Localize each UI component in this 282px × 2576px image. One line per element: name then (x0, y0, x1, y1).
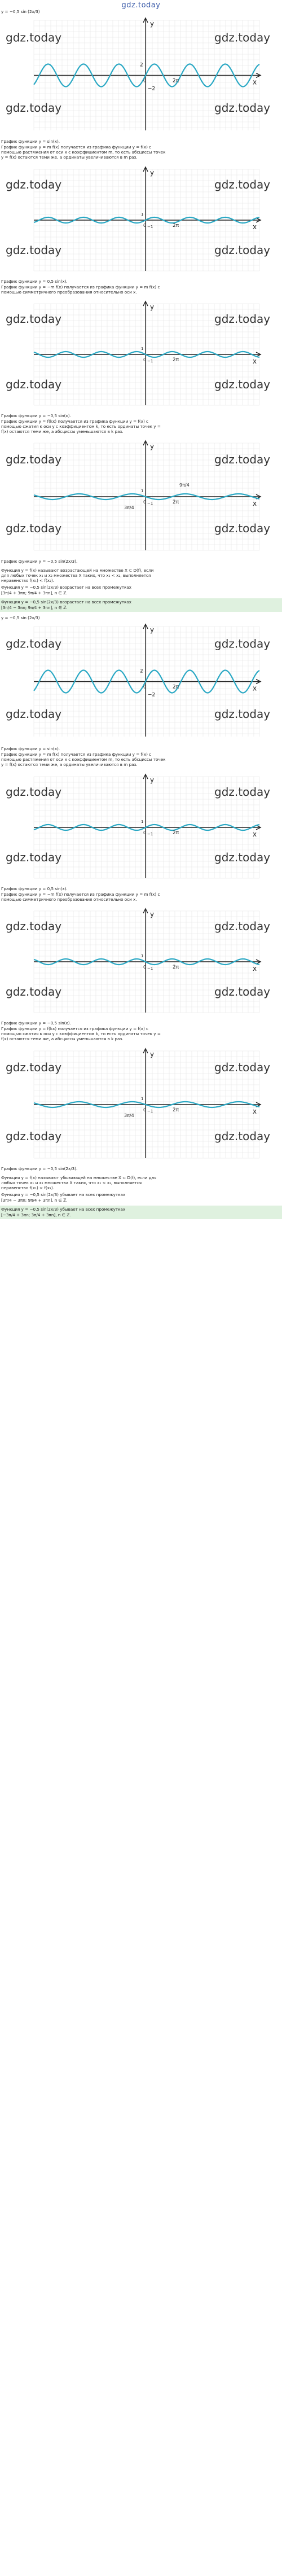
watermark: gdz.today (6, 178, 62, 191)
graph-final (0, 1045, 282, 1164)
text-line: помощью растяжения от оси x с коэффициентом m, то есть абсциссы точек (1, 757, 166, 762)
origin-label: 0 (143, 500, 147, 505)
graph-sin (0, 15, 282, 136)
caption: График функции y = −0,5 sin(2x/3). (1, 1166, 78, 1171)
tick-label: 2π (173, 1107, 179, 1113)
graph-sin (0, 621, 282, 742)
origin-label: 0 (143, 965, 147, 970)
tick-label: −1 (147, 501, 153, 506)
watermark: gdz.today (6, 1061, 62, 1075)
answer-highlight (0, 1206, 282, 1219)
tick-label: −1 (147, 359, 153, 363)
definition-line: Функция y = f(x) называют возрастающей на множестве X ⊂ D(f), если (1, 568, 154, 573)
origin-label: 0 (143, 357, 147, 362)
watermark: gdz.today (214, 178, 271, 191)
tick-label: 3π/4 (124, 505, 134, 510)
x-axis-label: x (253, 1107, 257, 1115)
result-intro: Функция y = −0,5 sin(2x/3) возрастает на всех промежутках (1, 585, 132, 590)
caption: График функции y = −0,5 sin(x). (1, 413, 71, 418)
watermark: gdz.today (6, 101, 62, 115)
y-axis-label: y (150, 626, 155, 634)
text-line: f(x) остаются теми же, а абсциссы уменьшаются в k раз. (1, 1036, 124, 1041)
watermark: gdz.today (214, 522, 271, 535)
text-line: y = f(x) остаются теми же, а ординаты увеличиваются в m раз. (1, 762, 138, 767)
tick-label: 2π (173, 223, 179, 229)
caption: График функции y = 0,5 sin(x). (1, 279, 68, 284)
origin-label: 0 (143, 1107, 147, 1112)
caption: График функции y = 0,5 sin(x). (1, 886, 68, 891)
tick-label: −1 (147, 225, 153, 229)
text-line: График функции y = −m f(x) получается из графика функции y = m f(x) с (1, 284, 160, 290)
text-line: График функции y = f(kx) получается из графика функции y = f(x) с (1, 1026, 148, 1031)
x-axis-label: x (253, 223, 257, 231)
watermark: gdz.today (214, 637, 271, 651)
watermark: gdz.today (6, 851, 62, 864)
watermark: gdz.today (6, 1129, 62, 1143)
text-line: помощью симметричного преобразования относительно оси x. (1, 290, 137, 295)
watermark: gdz.today (214, 985, 271, 998)
origin-label: 0 (143, 223, 147, 228)
tick-label: −1 (147, 966, 153, 971)
tick-label: 1 (141, 212, 144, 217)
tick-label: −2 (148, 692, 156, 698)
tick-label: 1 (141, 347, 144, 351)
tick-label: 2 (140, 668, 143, 674)
tick-label: 1 (141, 954, 144, 958)
problem-title: y = −0,5 sin (2x/3) (1, 615, 40, 620)
tick-label: 2 (140, 62, 143, 68)
result-interval: [3π/4 + 3πn; 9π/4 + 3πn], n ∈ ℤ. (1, 590, 68, 595)
origin-label: 0 (143, 830, 147, 835)
watermark: gdz.today (214, 453, 271, 467)
x-axis-label: x (253, 830, 257, 838)
answer-line: [3π/4 − 3πn; 9π/4 + 3πn], n ∈ ℤ. (1, 605, 68, 610)
caption: График функции y = −0,5 sin(x). (1, 1020, 71, 1026)
answer-line: Функция y = −0,5 sin(2x/3) возрастает на всех промежутках (1, 599, 132, 604)
tick-label: −2 (148, 86, 156, 92)
answer-line: Функция y = −0,5 sin(2x/3) убывает на всех промежутках (1, 1207, 126, 1212)
text-line: помощью растяжения от оси x с коэффициентом m, то есть абсциссы точек (1, 150, 166, 155)
caption: График функции y = sin(x). (1, 746, 60, 751)
watermark: gdz.today (214, 30, 271, 45)
definition-line: неравенство f(x₁) > f(x₂). (1, 1185, 54, 1190)
tick-label: 2π (173, 78, 179, 84)
x-axis-label: x (253, 78, 257, 86)
problem-title: y = −0,5 sin (2x/3) (1, 9, 40, 14)
text-line: помощью симметричного преобразования относительно оси x. (1, 897, 137, 902)
watermark: gdz.today (214, 312, 271, 326)
watermark: gdz.today (214, 785, 271, 799)
y-axis-label: y (150, 776, 155, 784)
text-line: График функции y = f(kx) получается из графика функции y = f(x) с (1, 419, 148, 424)
y-axis-label: y (150, 1050, 155, 1058)
watermark: gdz.today (6, 637, 62, 651)
y-axis-label: y (150, 910, 155, 918)
definition-line: для любых точек x₁ и x₂ множества X таких, что x₁ < x₂, выполняется (1, 573, 151, 578)
x-axis-label: x (253, 684, 257, 693)
caption: График функции y = −0,5 sin(2x/3). (1, 559, 78, 564)
watermark: gdz.today (6, 919, 62, 933)
watermark: gdz.today (214, 1061, 271, 1075)
watermark: gdz.today (6, 30, 62, 45)
tick-label: 3π/4 (124, 1113, 134, 1118)
graph-half-sin (0, 771, 282, 884)
watermark: gdz.today (6, 243, 62, 257)
watermark: gdz.today (6, 707, 62, 721)
caption: График функции y = sin(x). (1, 139, 60, 144)
result-intro: Функция y = −0,5 sin(2x/3) убывает на всех промежутках (1, 1192, 126, 1197)
tick-label: 2π (173, 965, 179, 970)
text-line: График функции y = −m f(x) получается из графика функции y = m f(x) с (1, 892, 160, 897)
definition-line: любых точек x₁ и x₂ множества X таких, что x₁ < x₂, выполняется (1, 1180, 142, 1185)
origin-label: 0 (143, 78, 147, 84)
definition-line: Функция y = f(x) называют убывающей на множестве X ⊂ D(f), если для (1, 1175, 157, 1180)
site-logo[interactable]: gdz.today (121, 1, 161, 10)
x-axis-label: x (253, 357, 257, 365)
x-axis-label: x (253, 500, 257, 507)
tick-label: −1 (147, 832, 153, 836)
watermark: gdz.today (6, 312, 62, 326)
watermark: gdz.today (6, 453, 62, 467)
graph-final (0, 437, 282, 556)
tick-label: 1 (141, 1097, 144, 1101)
watermark: gdz.today (214, 378, 271, 391)
watermark: gdz.today (6, 522, 62, 535)
graph-half-sin (0, 164, 282, 277)
definition-line: неравенство f(x₁) < f(x₂). (1, 578, 54, 583)
text-line: График функции y = m f(x) получается из графика функции y = f(x) с (1, 144, 152, 150)
watermark: gdz.today (6, 785, 62, 799)
graph-neg-half-sin (0, 298, 282, 411)
watermark: gdz.today (214, 101, 271, 115)
text-line: f(x) остаются теми же, а абсциссы уменьшаются в k раз. (1, 429, 124, 434)
y-axis-label: y (150, 169, 155, 177)
watermark: gdz.today (214, 1129, 271, 1143)
origin-label: 0 (143, 684, 147, 690)
watermark: gdz.today (6, 985, 62, 998)
watermark: gdz.today (214, 919, 271, 933)
watermark: gdz.today (214, 707, 271, 721)
tick-label: 1 (141, 489, 144, 493)
text-line: y = f(x) остаются теми же, а ординаты увеличиваются в m раз. (1, 155, 138, 160)
x-axis-label: x (253, 965, 257, 972)
result-interval: [3π/4 − 3πn; 9π/4 + 3πn], n ∈ ℤ. (1, 1198, 68, 1203)
tick-label: 2π (173, 684, 179, 690)
tick-label: 2π (173, 357, 179, 363)
tick-label: −1 (147, 1109, 153, 1114)
tick-label: 9π/4 (179, 483, 190, 488)
graph-neg-half-sin (0, 905, 282, 1018)
text-line: помощью сжатия к оси y с коэффициентом k, то есть ординаты точек y = (1, 424, 161, 429)
watermark: gdz.today (214, 243, 271, 257)
y-axis-label: y (150, 20, 155, 28)
tick-label: 1 (141, 820, 144, 824)
tick-label: 2π (173, 830, 179, 836)
tick-label: 2π (173, 500, 179, 505)
watermark: gdz.today (214, 851, 271, 864)
answer-line: [−3π/4 + 3πn; 3π/4 + 3πn], n ∈ ℤ. (1, 1212, 71, 1217)
text-line: помощью сжатия к оси y с коэффициентом k, то есть ординаты точек y = (1, 1031, 161, 1036)
answer-highlight (0, 598, 282, 612)
y-axis-label: y (150, 303, 155, 311)
text-line: График функции y = m f(x) получается из графика функции y = f(x) с (1, 752, 152, 757)
y-axis-label: y (150, 443, 155, 450)
watermark: gdz.today (6, 378, 62, 391)
